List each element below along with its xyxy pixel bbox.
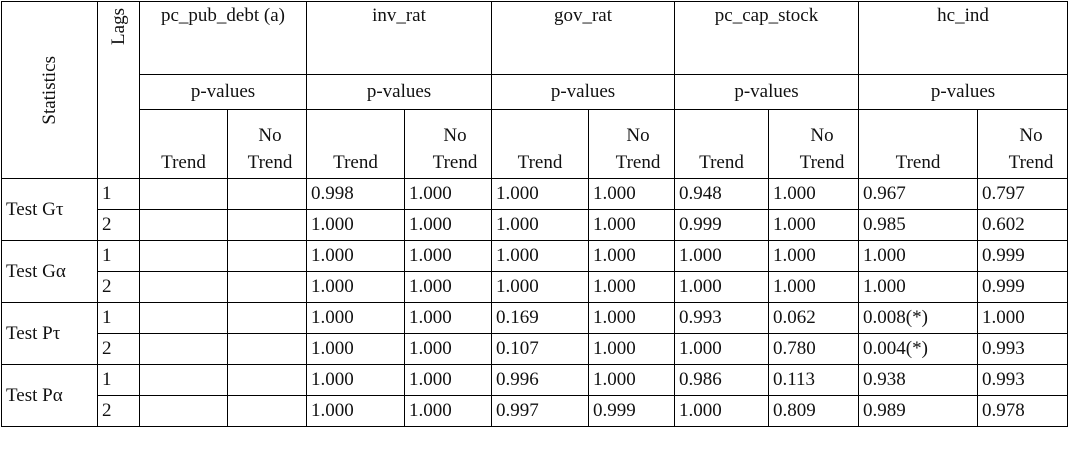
pvalue-cell: 1.000 bbox=[589, 241, 675, 272]
variable-header bbox=[140, 2, 307, 75]
pvalue-cell: 0.948 bbox=[675, 179, 769, 210]
pvalue-cell: 0.996 bbox=[492, 365, 589, 396]
pvalue-cell: 0.978 bbox=[978, 396, 1068, 427]
pvalues-header: p-values bbox=[492, 75, 675, 110]
pvalue-cell: 1.000 bbox=[307, 303, 405, 334]
pvalue-cell bbox=[140, 396, 228, 427]
pvalue-cell: 1.000 bbox=[307, 272, 405, 303]
pvalue-cell bbox=[140, 334, 228, 365]
table-row bbox=[2, 365, 1068, 396]
pvalue-cell: 1.000 bbox=[492, 179, 589, 210]
pvalue-cell: 1.000 bbox=[589, 334, 675, 365]
pvalue-cell: 0.993 bbox=[978, 365, 1068, 396]
table-row bbox=[2, 303, 1068, 334]
table-body bbox=[2, 179, 1068, 427]
variable-header: pc_cap_stock bbox=[675, 2, 859, 75]
variable-header: gov_rat bbox=[492, 2, 675, 75]
pvalue-cell: 0.985 bbox=[859, 210, 978, 241]
pvalue-cell bbox=[140, 210, 228, 241]
pvalue-cell bbox=[228, 179, 307, 210]
pvalue-cell: 0.004(*) bbox=[859, 334, 978, 365]
pvalue-cell: 1.000 bbox=[492, 210, 589, 241]
pvalue-cell: 1.000 bbox=[405, 272, 492, 303]
no-trend-header: No Trend bbox=[769, 110, 859, 179]
pvalue-cell: 0.986 bbox=[675, 365, 769, 396]
pvalue-cell: 1.000 bbox=[589, 179, 675, 210]
pvalue-cell: 1.000 bbox=[589, 365, 675, 396]
pvalue-cell: 0.938 bbox=[859, 365, 978, 396]
statistics-label: Statistics bbox=[38, 55, 60, 125]
pvalue-cell: 1.000 bbox=[492, 272, 589, 303]
table-row bbox=[2, 241, 1068, 272]
pvalue-cell: 1.000 bbox=[405, 179, 492, 210]
trend-header: Trend bbox=[859, 110, 978, 179]
pvalue-cell: 0.993 bbox=[675, 303, 769, 334]
pvalue-cell: 1.000 bbox=[589, 210, 675, 241]
pvalue-cell: 1.000 bbox=[675, 241, 769, 272]
pvalue-cell bbox=[228, 334, 307, 365]
pvalue-cell: 1.000 bbox=[589, 272, 675, 303]
pvalue-cell bbox=[228, 365, 307, 396]
lags-label: Lags bbox=[107, 8, 129, 45]
pvalue-cell: 1.000 bbox=[405, 210, 492, 241]
pvalues-header: p-values bbox=[140, 75, 307, 110]
pvalue-cell: 1.000 bbox=[307, 365, 405, 396]
pvalue-cell: 1.000 bbox=[675, 396, 769, 427]
pvalues-header: p-values bbox=[307, 75, 492, 110]
statistic-cell: Test Pτ bbox=[2, 303, 98, 365]
pvalue-cell: 1.000 bbox=[492, 241, 589, 272]
pvalue-cell: 1.000 bbox=[405, 303, 492, 334]
pvalue-cell: 1.000 bbox=[675, 334, 769, 365]
pvalue-cell: 0.998 bbox=[307, 179, 405, 210]
results-table bbox=[1, 1, 1068, 427]
statistic-cell: Test Gτ bbox=[2, 179, 98, 241]
pvalue-cell: 0.169 bbox=[492, 303, 589, 334]
pvalue-cell: 0.967 bbox=[859, 179, 978, 210]
pvalues-header: p-values bbox=[675, 75, 859, 110]
pvalue-cell: 0.062 bbox=[769, 303, 859, 334]
pvalue-cell: 0.809 bbox=[769, 396, 859, 427]
variable-label: pc_pub_debt (a) bbox=[161, 5, 285, 26]
no-trend-header: No Trend bbox=[589, 110, 675, 179]
lag-cell: 1 bbox=[98, 179, 140, 210]
trend-header: Trend bbox=[140, 110, 228, 179]
pvalue-cell: 1.000 bbox=[859, 241, 978, 272]
pvalue-cell: 1.000 bbox=[307, 396, 405, 427]
pvalue-cell bbox=[228, 303, 307, 334]
pvalue-cell: 1.000 bbox=[589, 303, 675, 334]
pvalue-cell: 0.113 bbox=[769, 365, 859, 396]
pvalue-cell bbox=[228, 241, 307, 272]
lag-cell: 1 bbox=[98, 241, 140, 272]
pvalues-header: p-values bbox=[859, 75, 1068, 110]
pvalue-cell: 1.000 bbox=[859, 272, 978, 303]
pvalue-cell bbox=[228, 272, 307, 303]
pvalue-cell: 0.999 bbox=[978, 272, 1068, 303]
pvalue-cell bbox=[140, 179, 228, 210]
pvalue-cell: 0.797 bbox=[978, 179, 1068, 210]
lag-cell: 2 bbox=[98, 210, 140, 241]
statistic-cell: Test Pα bbox=[2, 365, 98, 427]
pvalue-cell: 0.999 bbox=[675, 210, 769, 241]
variable-header: hc_ind bbox=[859, 2, 1068, 75]
pvalue-cell: 1.000 bbox=[769, 179, 859, 210]
trend-header: Trend bbox=[675, 110, 769, 179]
lag-cell: 1 bbox=[98, 365, 140, 396]
trend-header: Trend bbox=[307, 110, 405, 179]
pvalue-cell: 0.780 bbox=[769, 334, 859, 365]
pvalue-cell: 1.000 bbox=[307, 334, 405, 365]
statistic-cell: Test Gα bbox=[2, 241, 98, 303]
table-row bbox=[2, 396, 1068, 427]
pvalue-cell: 0.999 bbox=[589, 396, 675, 427]
pvalue-cell: 1.000 bbox=[769, 241, 859, 272]
pvalue-cell: 1.000 bbox=[978, 303, 1068, 334]
pvalue-cell bbox=[140, 272, 228, 303]
no-trend-header: No Trend bbox=[228, 110, 307, 179]
pvalue-cell: 1.000 bbox=[405, 365, 492, 396]
lags-header bbox=[98, 2, 140, 179]
pvalue-cell: 0.989 bbox=[859, 396, 978, 427]
pvalue-cell bbox=[228, 396, 307, 427]
trend-header: Trend bbox=[492, 110, 589, 179]
pvalue-cell: 0.993 bbox=[978, 334, 1068, 365]
no-trend-header: No Trend bbox=[978, 110, 1068, 179]
pvalue-cell: 1.000 bbox=[769, 210, 859, 241]
pvalue-cell: 1.000 bbox=[405, 241, 492, 272]
pvalue-cell bbox=[228, 210, 307, 241]
table-row bbox=[2, 179, 1068, 210]
pvalue-cell: 1.000 bbox=[307, 241, 405, 272]
pvalue-cell: 1.000 bbox=[769, 272, 859, 303]
pvalue-cell: 0.997 bbox=[492, 396, 589, 427]
lag-cell: 1 bbox=[98, 303, 140, 334]
table-row bbox=[2, 334, 1068, 365]
pvalue-cell bbox=[140, 365, 228, 396]
pvalue-cell: 0.008(*) bbox=[859, 303, 978, 334]
lag-cell: 2 bbox=[98, 334, 140, 365]
pvalue-cell: 1.000 bbox=[307, 210, 405, 241]
pvalue-cell bbox=[140, 241, 228, 272]
variable-header: inv_rat bbox=[307, 2, 492, 75]
pvalue-cell bbox=[140, 303, 228, 334]
pvalue-cell: 0.107 bbox=[492, 334, 589, 365]
statistics-header bbox=[2, 2, 98, 179]
pvalue-cell: 0.602 bbox=[978, 210, 1068, 241]
lag-cell: 2 bbox=[98, 396, 140, 427]
table-row bbox=[2, 210, 1068, 241]
lag-cell: 2 bbox=[98, 272, 140, 303]
pvalue-cell: 1.000 bbox=[405, 396, 492, 427]
pvalue-cell: 0.999 bbox=[978, 241, 1068, 272]
no-trend-header: No Trend bbox=[405, 110, 492, 179]
pvalue-cell: 1.000 bbox=[405, 334, 492, 365]
pvalue-cell: 1.000 bbox=[675, 272, 769, 303]
table-row bbox=[2, 272, 1068, 303]
